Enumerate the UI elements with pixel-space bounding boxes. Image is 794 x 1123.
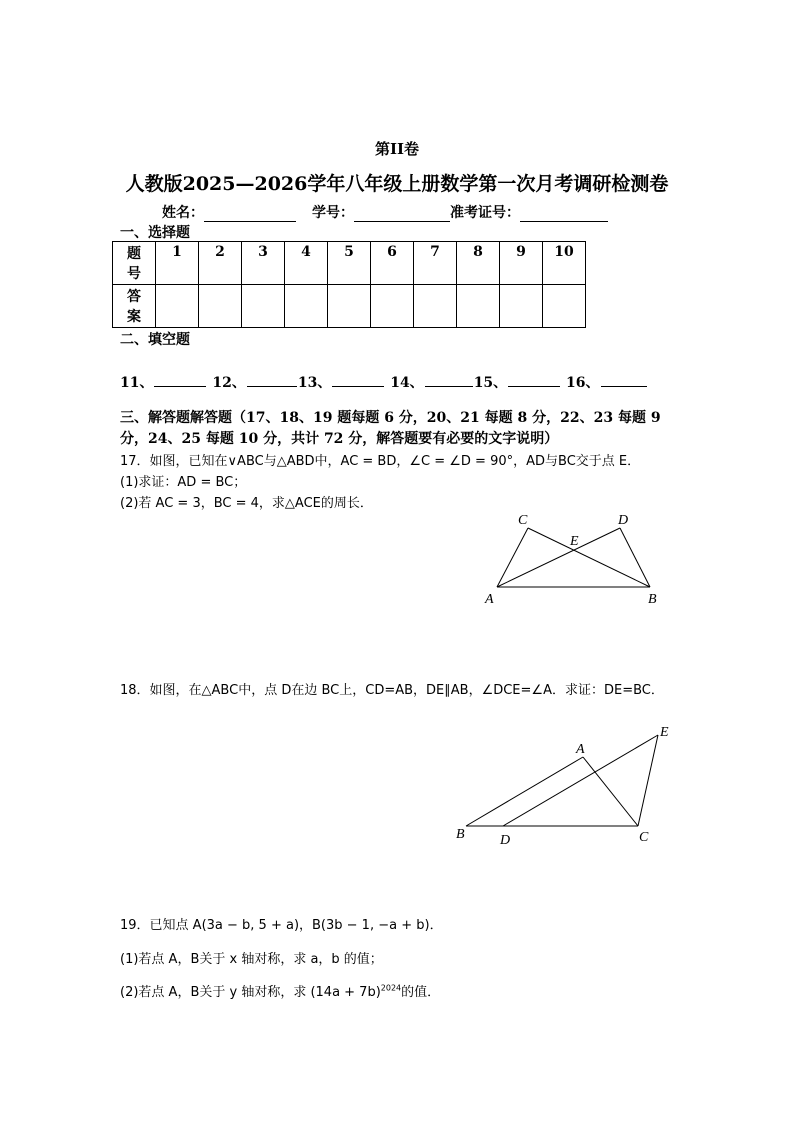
segment-db [620, 528, 650, 587]
question-number-cell: 4 [285, 242, 328, 285]
answer-cell[interactable] [457, 285, 500, 328]
answer-cell[interactable] [500, 285, 543, 328]
label-a: A [576, 742, 585, 757]
q17-part1: (1)求证：AD = BC； [120, 475, 247, 490]
answer-table [112, 241, 586, 328]
segment-ac [497, 528, 528, 587]
question-number-cell: 10 [543, 242, 586, 285]
fill-blank-12[interactable] [247, 372, 297, 387]
q19-part1: (1)若点 A，B关于 x 轴对称，求 a，b 的值； [120, 952, 383, 967]
label-e: E [570, 534, 579, 549]
name-field[interactable] [204, 207, 296, 222]
fill-item-label: 13、 [297, 375, 332, 391]
q19-part2-text: (2)若点 A，B关于 y 轴对称，求 (14a + 7b) [120, 985, 381, 1000]
question-number-cell: 8 [457, 242, 500, 285]
label-d: D [500, 833, 511, 848]
label-b: B [648, 592, 657, 607]
answer-cell[interactable] [242, 285, 285, 328]
fill-blank-13[interactable] [332, 372, 384, 387]
answer-cell[interactable] [328, 285, 371, 328]
question-number-cell: 7 [414, 242, 457, 285]
fill-blank-16[interactable] [601, 372, 647, 387]
row-label-answer-text: 答 案 [127, 289, 141, 325]
fill-blank-14[interactable] [425, 372, 473, 387]
q17-statement: 17．如图，已知在∨ABC与△ABD中，AC = BD，∠C = ∠D = 90°，AD与BC交于点 E． [120, 454, 641, 469]
student-id-field[interactable] [354, 207, 450, 222]
label-a: A [485, 592, 494, 607]
fill-item-label: 16、 [566, 375, 600, 391]
segment-ec [638, 735, 658, 826]
answer-cell[interactable] [285, 285, 328, 328]
section1-title: 一、选择题 [120, 225, 190, 241]
answer-cell[interactable] [156, 285, 199, 328]
fill-item-label: 12、 [212, 375, 246, 391]
q19-exponent: 2024 [380, 983, 402, 993]
answer-cell[interactable] [543, 285, 586, 328]
fill-item-label: 11、 [120, 375, 154, 391]
q17-figure [470, 505, 670, 610]
row-label-answer [113, 285, 156, 328]
volume-label: 第II卷 [374, 140, 420, 158]
q19-part2 [120, 981, 440, 1000]
fill-blank-15[interactable] [508, 372, 560, 387]
fill-blank-row [120, 372, 648, 392]
question-number-cell: 2 [199, 242, 242, 285]
label-c: C [518, 513, 528, 528]
q19-statement: 19．已知点 A(3a − b, 5 + a)，B(3b − 1, −a + b)． [120, 918, 443, 933]
fill-item-label: 15、 [473, 375, 508, 391]
question-number-cell: 6 [371, 242, 414, 285]
segment-ac [583, 757, 638, 826]
answer-row [113, 285, 586, 328]
answer-cell[interactable] [199, 285, 242, 328]
q18-statement: 18．如图，在△ABC中，点 D在边 BC上，CD=AB，DE∥AB，∠DCE=∠A．求证：DE=BC． [120, 683, 664, 698]
question-number-cell: 1 [156, 242, 199, 285]
segment-ad [497, 528, 620, 587]
student-id-label: 学号： [312, 205, 354, 221]
q18-figure [448, 720, 688, 850]
section3-title-line1: 三、解答题解答题（17、18、19 题每题 6 分，20、21 每题 8 分，22、23 每题 9 [120, 410, 661, 426]
section2-title: 二、填空题 [120, 332, 190, 348]
name-label: 姓名： [162, 205, 204, 221]
exam-number-label: 准考证号： [450, 205, 520, 221]
segment-ba [466, 757, 583, 826]
row-label-number-text: 题 号 [127, 246, 141, 282]
answer-cell[interactable] [371, 285, 414, 328]
section3-title-line2: 分，24、25 每题 10 分，共计 72 分，解答题要有必要的文字说明） [120, 431, 559, 447]
fill-blank-11[interactable] [154, 372, 206, 387]
question-number-cell: 9 [500, 242, 543, 285]
row-label-number [113, 242, 156, 285]
segment-cb [528, 528, 650, 587]
q17-part2: (2)若 AC = 3，BC = 4，求△ACE的周长． [120, 496, 373, 511]
question-number-cell: 3 [242, 242, 285, 285]
fill-item-label: 14、 [390, 375, 424, 391]
question-number-cell: 5 [328, 242, 371, 285]
label-c: C [639, 830, 649, 845]
exam-number-field[interactable] [520, 207, 608, 222]
label-b: B [456, 827, 465, 842]
student-info-row [162, 202, 608, 222]
question-number-row [113, 242, 586, 285]
exam-title: 人教版2025—2026学年八年级上册数学第一次月考调研检测卷 [125, 173, 669, 195]
q19-part2-end: 的值． [401, 985, 441, 1000]
label-d: D [618, 513, 629, 528]
answer-cell[interactable] [414, 285, 457, 328]
label-e: E [660, 725, 669, 740]
